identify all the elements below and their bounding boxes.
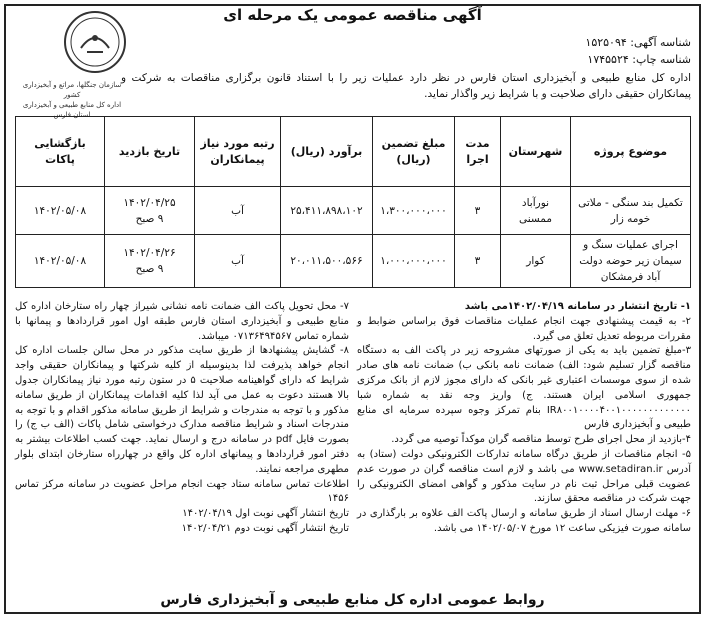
row-rank: آب <box>195 187 281 235</box>
logo-caption-line1: سازمان جنگلها، مراتع و آبخیزداری کشور <box>22 81 122 99</box>
condition-1: ۱- تاریخ انتشار در سامانه ۱۴۰۲/۰۴/۱۹می باشد <box>464 301 691 312</box>
condition-6: ۶- مهلت ارسال اسناد از طریق سامانه و ارسال پاکت الف علاوه بر بارگذاری در سامانه صورت فیزیکی ساعت ۱۲ مورخ ۱۴۰۲/۰۵/۰۷ می باشد. <box>357 508 691 534</box>
condition-7: ۷- محل تحویل پاکت الف ضمانت نامه نشانی شیراز چهار راه ستارخان اداره کل منابع طبیعی و آبخیزداری استان فارس طبقه اول امور قراردادها و پیمانها با شماره تماس ۰۷۱۳۶۴۹۴۵۶۷ میباشد. <box>15 301 349 342</box>
publish-date-1: تاریخ انتشار آگهی نوبت اول ۱۴۰۲/۰۴/۱۹ <box>182 508 349 520</box>
row-project: اجرای عملیات سنگ و سیمان زیر حوضه دولت آباد فرمشکان <box>571 235 691 288</box>
table-header-row <box>16 117 691 187</box>
row-visit-time: ۹ صبح <box>135 212 164 225</box>
row-guarantee: ۱،۳۰۰،۰۰۰،۰۰۰ <box>373 187 455 235</box>
header-estimate: برآورد (ریال) <box>281 117 373 187</box>
condition-2: ۲- به قیمت پیشنهادی جهت انجام عملیات مناقصات فوق براساس ضوابط و مقررات مربوطه تعدیل تعلق می گیرد. <box>357 315 691 342</box>
row-duration: ۳ <box>455 235 501 288</box>
header-opening: بازگشایی پاکات <box>16 117 105 187</box>
row-rank: آب <box>195 235 281 288</box>
row-visit-date: ۱۴۰۲/۰۴/۲۶ <box>123 247 176 259</box>
header-city: شهرستان <box>501 117 571 187</box>
ad-title: آگهی مناقصه عمومی یک مرحله ای <box>223 6 482 24</box>
row-visit <box>105 235 195 288</box>
condition-3: ۳-مبلغ تضمین باید به یکی از صورتهای مشروحه زیر در پاکت الف به دستگاه مناقصه گزار تسلیم شود: الف) ضمانت نامه بانکی ب) ضمانت نامه های صادر شده از سوی موسسات اعتباری غیر بانکی که دارای مجوز لازم از بانک مرکزی جمهوری اسلامی ایران هستند. ج) واریز وجه نقد به شماره شبا IR۸۰۰۱۰۰۰۰۴۰۰۱۰۰۰۰۰۰۰۰۰۰۰۰۰ بنام تمرکز وجوه سپرده سرمایه ای منابع طبیعی و آبخیزداری فارس <box>357 345 691 431</box>
intro-paragraph: اداره کل منابع طبیعی و آبخیزداری استان فارس در نظر دارد عملیات زیر را با استناد قانون برگزاری مناقصات به شرکت و پیمانکاران حقیقی دارای صلاحیت و با شرایط زیر واگذار نماید. <box>121 72 691 100</box>
row-project: تکمیل بند سنگی - ملاتی خومه زار <box>571 187 691 235</box>
header-duration: مدت اجرا <box>455 117 501 187</box>
org-logo <box>17 10 127 120</box>
header-project: موضوع پروژه <box>571 117 691 187</box>
conditions-right-column <box>357 300 691 537</box>
footer-signature: روابط عمومی اداره کل منابع طبیعی و آبخیزداری فارس <box>160 592 545 608</box>
table-row <box>16 235 691 288</box>
condition-8: ۸- گشایش پیشنهادها از طریق سایت مذکور در محل سالن جلسات اداره کل انجام خواهد پذیرفت لذا بدینوسیله از کلیه شرکتها و پیمانکاران حقیقی واجد شرایط که دارای گواهینامه صلاحیت ۵ در ستون رتبه مورد نیاز پیمانکاران جدول بالا هستند دعوت به عمل می آید لذا کلیه اقدامات پیمانکاران از طریق سامانه مذکور و با توجه به مندرجات و شرایط از طریق سامانه مذکور اقدام و با توجه به مندرجات اسناد و شرایط مناقصه مدارک درخواستی شامل پاکات (الف ب ج) را بصورت فایل pdf در سامانه درج و ارسال نماید. جهت کسب اطلاعات بیشتر به دفتر امور قراردادها و پیمانهای اداره کل واقع در چهارراه ستارخان ابتدای بلوار مطهری مراجعه نمایند. <box>15 345 349 475</box>
print-id: شناسه چاپ: ۱۷۴۵۵۲۴ <box>587 53 691 66</box>
header-rank: رتبه مورد نیاز پیمانکاران <box>195 117 281 187</box>
row-city: کوار <box>501 235 571 288</box>
conditions-section <box>15 300 691 570</box>
logo-caption-line2: اداره کل منابع طبیعی و آبخیزداری استان فارس <box>22 101 122 119</box>
contact-info: اطلاعات تماس سامانه ستاد جهت انجام مراحل عضویت در سامانه مرکز تماس ۱۴۵۶ <box>15 478 349 505</box>
row-visit <box>105 187 195 235</box>
header-guarantee: مبلغ تضمین (ریال) <box>373 117 455 187</box>
row-duration: ۳ <box>455 187 501 235</box>
row-opening: ۱۴۰۲/۰۵/۰۸ <box>16 187 105 235</box>
publish-date-2: تاریخ انتشار آگهی نوبت دوم ۱۴۰۲/۰۴/۲۱ <box>181 522 349 534</box>
jahad-seal-icon <box>63 10 127 74</box>
table-row <box>16 187 691 235</box>
row-visit-time: ۹ صبح <box>135 263 164 275</box>
header-visit-date: تاریخ بازدید <box>105 117 195 187</box>
ad-id: شناسه آگهی: ۱۵۲۵۰۹۴ <box>585 36 691 49</box>
logo-caption <box>17 80 127 120</box>
row-estimate: ۲۰،۰۱۱،۵۰۰،۵۶۶ <box>281 235 373 288</box>
ad-identifiers <box>585 34 691 68</box>
row-city: نورآباد ممسنی <box>501 187 571 235</box>
conditions-left-column <box>15 300 349 537</box>
condition-4: ۴-بازدید از محل اجرای طرح توسط مناقصه گران موکداً توصیه می گردد. <box>391 434 691 446</box>
row-estimate: ۲۵،۴۱۱،۸۹۸،۱۰۲ <box>281 187 373 235</box>
condition-5: ۵- انجام مناقصات از طریق درگاه سامانه تدارکات الکترونیکی دولت (ستاد) به آدرس www.setadiran.ir می باشد و لازم است مناقصه گران در صورت عدم عضویت قبلی مراحل ثبت نام در سایت مذکور و گواهی امضای الکترونیکی را جهت شرکت در مناقصه محقق سازند. <box>357 448 691 505</box>
tender-table <box>15 116 691 288</box>
row-visit-date: ۱۴۰۲/۰۴/۲۵ <box>123 196 176 209</box>
row-opening: ۱۴۰۲/۰۵/۰۸ <box>16 235 105 288</box>
row-guarantee: ۱،۰۰۰،۰۰۰،۰۰۰ <box>373 235 455 288</box>
